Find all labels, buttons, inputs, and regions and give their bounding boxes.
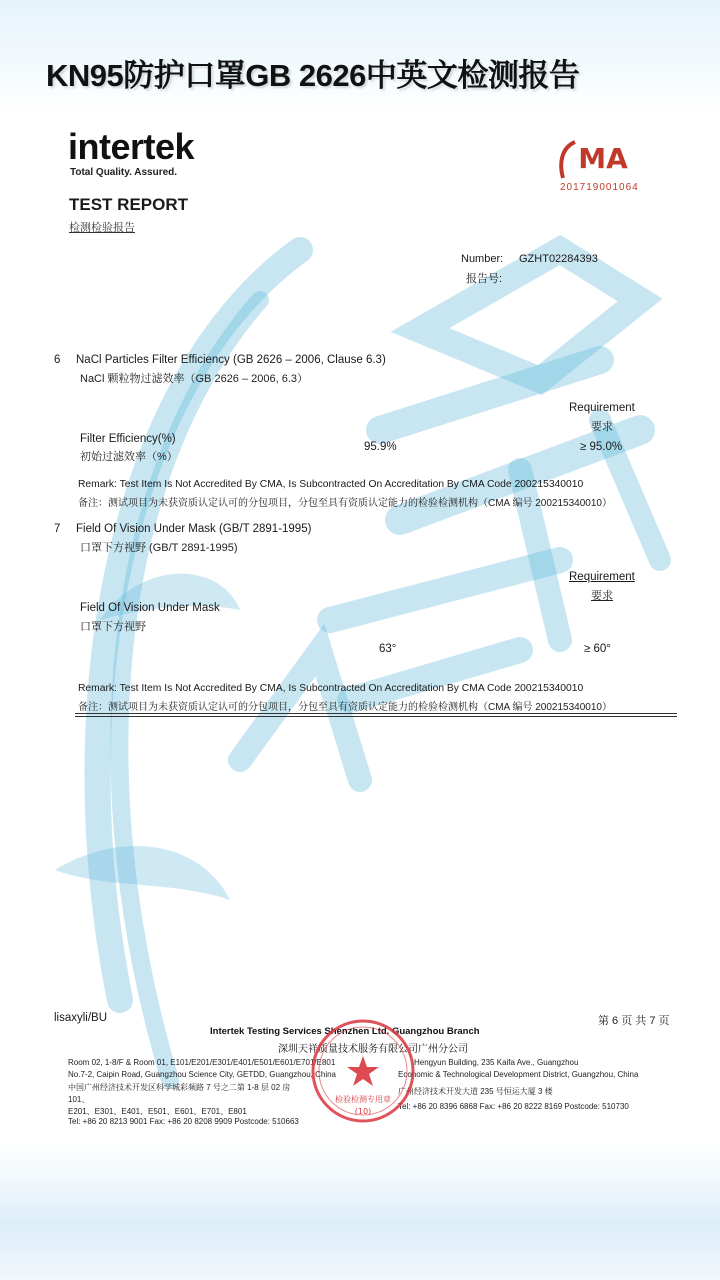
item7-requirement-label: Requirement: [569, 571, 635, 583]
seal-code: (10): [354, 1107, 372, 1116]
report-title-cn: 检测检验报告: [69, 222, 135, 234]
bottom-wave-background: [0, 1140, 720, 1280]
section-divider-bottom: [75, 716, 677, 717]
logo-tagline: Total Quality. Assured.: [70, 167, 178, 178]
address-right-line1: Hengyun Building, 235 Kaifa Ave., Guangzhou: [414, 1058, 579, 1067]
address-right-line2: Economic & Technological Development District, Guangzhou, China: [398, 1070, 639, 1079]
cma-number: 201719001064: [560, 182, 639, 193]
intertek-logo: intertek: [68, 126, 195, 167]
address-left-line3: 中国广州经济技术开发区科学城彩频路 7 号之二第 1-8 层 02 房: [68, 1083, 291, 1092]
item6-title: NaCl Particles Filter Efficiency (GB 2626 – 2006, Clause 6.3): [76, 354, 386, 366]
item6-number: 6: [54, 354, 61, 366]
address-left-line1: Room 02, 1-8/F & Room 01, E101/E201/E301/E401/E501/E601/E701/E801: [68, 1058, 336, 1067]
item7-parameter-cn: 口罩下方视野: [80, 621, 146, 633]
item7-remark: Remark: Test Item Is Not Accredited By CMA, Is Subcontracted On Accreditation By CMA Code 200215340010: [78, 683, 584, 694]
item6-requirement-label: Requirement: [569, 402, 635, 414]
item6-remark-cn: 备注：测试项目为未获资质认定认可的分包项目，分包至具有资质认定能力的检验检测机构（CMA 编号 200215340010）: [78, 498, 612, 509]
item7-requirement-value: ≥ 60°: [584, 643, 611, 655]
item6-result: 95.9%: [364, 441, 397, 453]
address-left-line4: 101、: [68, 1095, 90, 1104]
item7-title-cn: 口罩下方视野 (GB/T 2891-1995): [80, 542, 238, 554]
address-left-line5: E201、E301、E401、E501、E601、E701、E801: [68, 1107, 247, 1116]
address-left-line2: No.7-2, Caipin Road, Guangzhou Science City, GETDD, Guangzhou, China: [68, 1070, 336, 1079]
page-number: 第 6 页 共 7 页: [598, 1015, 670, 1027]
item6-remark: Remark: Test Item Is Not Accredited By CMA, Is Subcontracted On Accreditation By CMA Code 200215340010: [78, 479, 584, 490]
author-code: lisaxyli/BU: [54, 1012, 108, 1024]
item7-result: 63°: [379, 643, 397, 655]
svg-text:MA: MA: [578, 142, 628, 175]
seal-text: 检验检测专用章: [335, 1095, 391, 1104]
company-name-cn: 深圳天祥质量技术服务有限公司广州分公司: [278, 1044, 468, 1055]
item7-requirement-label-cn: 要求: [591, 590, 613, 602]
official-seal: [310, 1018, 416, 1124]
report-number: GZHT02284393: [519, 253, 598, 265]
number-label: Number:: [461, 253, 504, 265]
item7-title: Field Of Vision Under Mask (GB/T 2891-1995): [76, 523, 312, 535]
item6-requirement-value: ≥ 95.0%: [580, 441, 623, 453]
banner-title: KN95防护口罩GB 2626中英文检测报告: [46, 58, 580, 93]
item7-number: 7: [54, 523, 61, 535]
company-name: Intertek Testing Services Shenzhen Ltd. Guangzhou Branch: [210, 1026, 480, 1037]
item7-parameter: Field Of Vision Under Mask: [80, 602, 220, 614]
item6-parameter-cn: 初始过滤效率（%）: [80, 451, 178, 463]
item6-title-cn: NaCl 颗粒物过滤效率（GB 2626 – 2006, 6.3）: [80, 373, 309, 385]
item7-remark-cn: 备注：测试项目为未获资质认定认可的分包项目，分包至具有资质认定能力的检验检测机构（CMA 编号 200215340010）: [78, 702, 612, 713]
section-divider-top: [75, 713, 677, 714]
item6-requirement-label-cn: 要求: [591, 421, 613, 433]
number-label-cn: 报告号:: [466, 273, 503, 285]
address-right-tel: Tel: +86 20 8396 6868 Fax: +86 20 8222 8169 Postcode: 510730: [398, 1102, 629, 1111]
address-left-tel: Tel: +86 20 8213 9001 Fax: +86 20 8208 9909 Postcode: 510663: [68, 1117, 299, 1126]
address-right-line3: 广州经济技术开发大道 235 号恒运大厦 3 楼: [398, 1087, 553, 1096]
item6-parameter: Filter Efficiency(%): [80, 433, 176, 445]
report-title: TEST REPORT: [69, 195, 189, 214]
